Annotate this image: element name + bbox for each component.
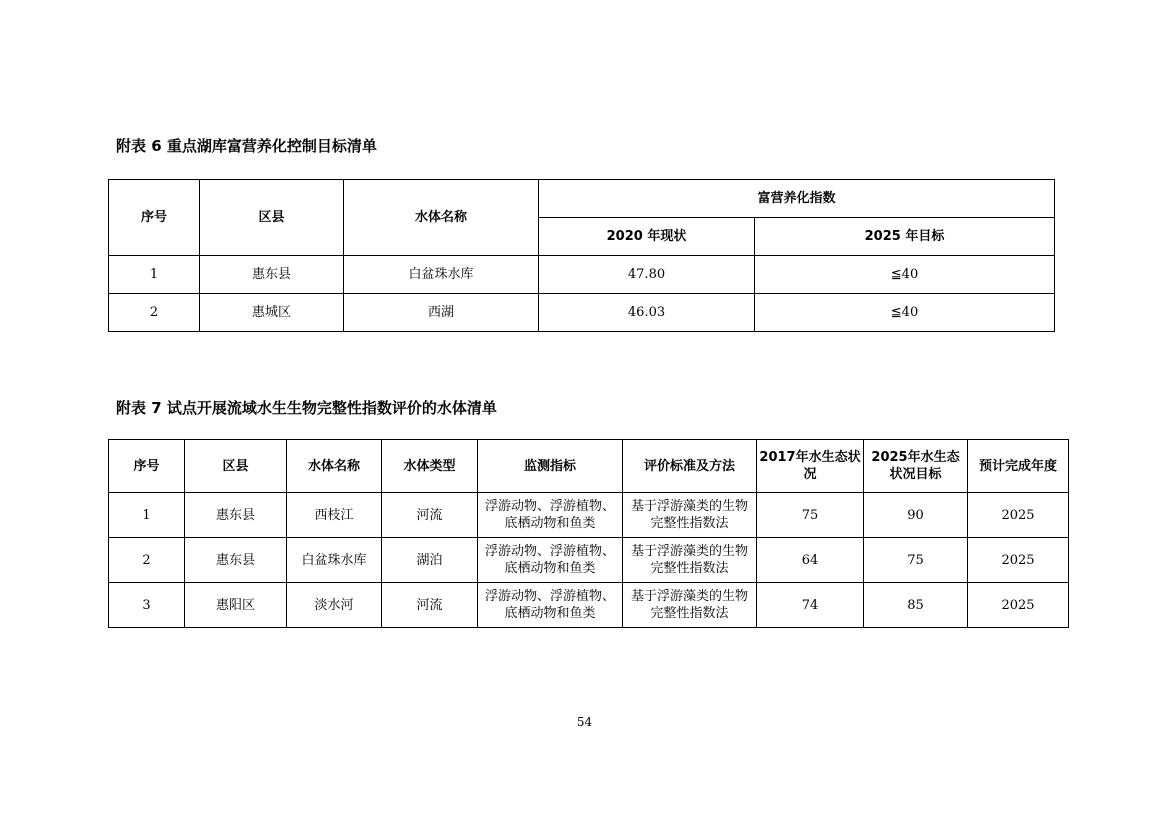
cell-status-2017: 75: [757, 493, 864, 538]
table6-title: 附表 6 重点湖库富营养化控制目标清单: [116, 137, 377, 155]
header-water-body: 水体名称: [287, 440, 382, 493]
header-indicators: 监测指标: [478, 440, 623, 493]
cell-water-body: 白盆珠水库: [287, 538, 382, 583]
cell-water-type: 河流: [382, 583, 478, 628]
cell-district: 惠东县: [185, 493, 287, 538]
biological-integrity-table: [108, 439, 1069, 628]
cell-completion-year: 2025: [968, 493, 1069, 538]
header-2025-target: 2025 年目标: [755, 218, 1055, 256]
page-number: 54: [576, 715, 593, 729]
cell-water-body: 西湖: [344, 294, 539, 332]
header-status-2017: 2017年水生态状况: [757, 440, 864, 493]
cell-status-2017: 64: [757, 538, 864, 583]
header-2020-current: 2020 年现状: [539, 218, 755, 256]
cell-district: 惠东县: [185, 538, 287, 583]
cell-district: 惠阳区: [185, 583, 287, 628]
cell-water-type: 河流: [382, 493, 478, 538]
cell-status-2017: 74: [757, 583, 864, 628]
cell-target: ≦40: [755, 294, 1055, 332]
header-completion-year: 预计完成年度: [968, 440, 1069, 493]
cell-method: 基于浮游藻类的生物完整性指数法: [623, 583, 757, 628]
table-row: [109, 256, 1055, 294]
table-row: [109, 538, 1069, 583]
cell-district: 惠城区: [200, 294, 344, 332]
cell-water-body: 白盆珠水库: [344, 256, 539, 294]
cell-completion-year: 2025: [968, 538, 1069, 583]
header-eutrophication-index: 富营养化指数: [539, 180, 1055, 218]
cell-target-2025: 75: [864, 538, 968, 583]
cell-index: 1: [109, 256, 200, 294]
table7-title: 附表 7 试点开展流域水生生物完整性指数评价的水体清单: [116, 399, 497, 417]
cell-water-body: 淡水河: [287, 583, 382, 628]
header-target-2025: 2025年水生态状况目标: [864, 440, 968, 493]
table-row: [109, 583, 1069, 628]
header-water-type: 水体类型: [382, 440, 478, 493]
cell-target-2025: 85: [864, 583, 968, 628]
cell-target: ≦40: [755, 256, 1055, 294]
cell-current: 46.03: [539, 294, 755, 332]
cell-completion-year: 2025: [968, 583, 1069, 628]
cell-index: 3: [109, 583, 185, 628]
header-index: 序号: [109, 180, 200, 256]
cell-indicators: 浮游动物、浮游植物、底栖动物和鱼类: [478, 583, 623, 628]
header-water-body: 水体名称: [344, 180, 539, 256]
cell-indicators: 浮游动物、浮游植物、底栖动物和鱼类: [478, 493, 623, 538]
cell-index: 2: [109, 294, 200, 332]
cell-water-body: 西枝江: [287, 493, 382, 538]
cell-target-2025: 90: [864, 493, 968, 538]
cell-current: 47.80: [539, 256, 755, 294]
cell-water-type: 湖泊: [382, 538, 478, 583]
table-row: [109, 493, 1069, 538]
table-row: [109, 294, 1055, 332]
cell-indicators: 浮游动物、浮游植物、底栖动物和鱼类: [478, 538, 623, 583]
cell-index: 1: [109, 493, 185, 538]
cell-index: 2: [109, 538, 185, 583]
header-district: 区县: [185, 440, 287, 493]
eutrophication-target-table: [108, 179, 1055, 332]
header-index: 序号: [109, 440, 185, 493]
cell-district: 惠东县: [200, 256, 344, 294]
header-district: 区县: [200, 180, 344, 256]
header-method: 评价标准及方法: [623, 440, 757, 493]
cell-method: 基于浮游藻类的生物完整性指数法: [623, 493, 757, 538]
cell-method: 基于浮游藻类的生物完整性指数法: [623, 538, 757, 583]
